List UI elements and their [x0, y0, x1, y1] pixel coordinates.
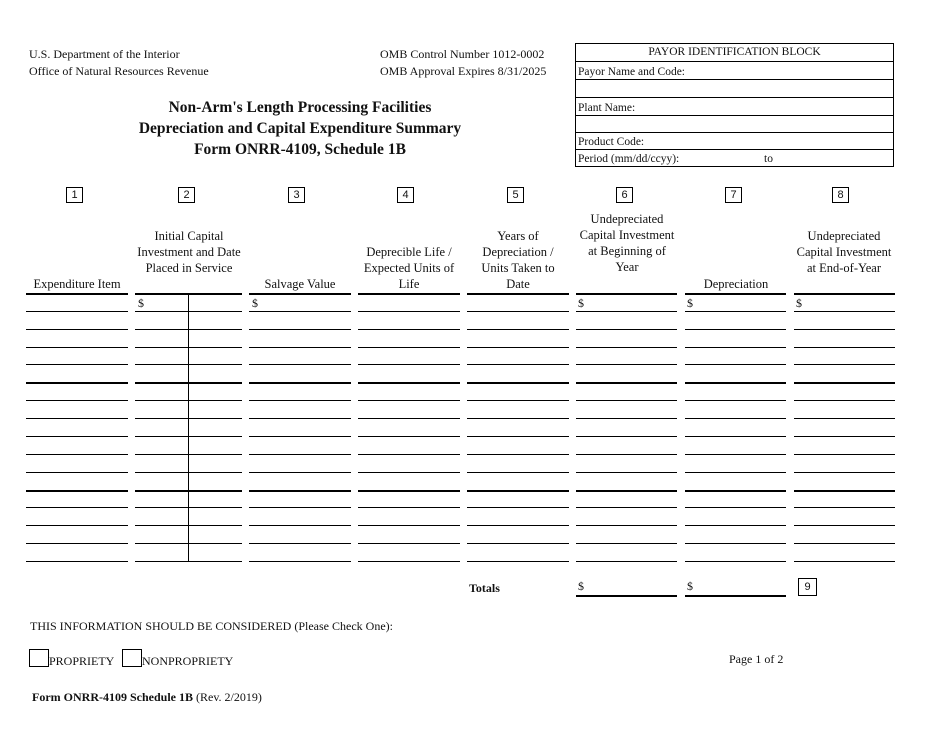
table-row-line[interactable]: [685, 507, 786, 508]
table-row-line[interactable]: [358, 525, 460, 526]
totals-currency-col7: $: [687, 579, 693, 593]
table-row-line[interactable]: [467, 364, 569, 365]
table-row-line[interactable]: [794, 490, 895, 492]
payor-name-label: Payor Name and Code:: [578, 66, 685, 78]
table-row-line[interactable]: [249, 561, 351, 562]
plant-name-field-line2[interactable]: [576, 116, 893, 133]
currency-symbol-col3: $: [252, 296, 258, 310]
column-header-expenditure-item: Expenditure Item: [33, 277, 121, 291]
column-number-3: 3: [288, 187, 305, 203]
table-row-line[interactable]: [249, 525, 351, 526]
table-row-line[interactable]: [249, 364, 351, 365]
table-row-line[interactable]: [576, 436, 677, 437]
table-row-line[interactable]: [794, 472, 895, 473]
omb-approval-date: OMB Approval Expires 8/31/2025: [380, 64, 547, 78]
table-row-line[interactable]: [467, 436, 569, 437]
column-number-6: 6: [616, 187, 633, 203]
footer-form-name: Form ONRR-4109 Schedule 1B: [32, 690, 193, 704]
table-row-line[interactable]: [794, 347, 895, 348]
table-row-line[interactable]: [358, 364, 460, 365]
column-number-1: 1: [66, 187, 83, 203]
table-row-line[interactable]: [26, 382, 128, 384]
table-row-line[interactable]: [685, 472, 786, 473]
column-number-5: 5: [507, 187, 524, 203]
table-row-line[interactable]: [794, 400, 895, 401]
period-field[interactable]: [576, 150, 893, 166]
table-row-line[interactable]: [358, 382, 460, 384]
header-underline: [467, 293, 569, 295]
table-row-line[interactable]: [249, 329, 351, 330]
table-row-line[interactable]: [358, 543, 460, 544]
table-row-line[interactable]: [685, 490, 786, 492]
table-row-line[interactable]: [467, 329, 569, 330]
totals-field-col7[interactable]: [685, 595, 786, 597]
table-row-line[interactable]: [467, 418, 569, 419]
table-row-line[interactable]: [26, 490, 128, 492]
column-header-undepreciated-beginning: Undepreciated Capital Investment at Beginning of Year: [579, 212, 675, 274]
table-row-line[interactable]: [358, 561, 460, 562]
table-row-line[interactable]: [249, 543, 351, 544]
footer-revision: (Rev. 2/2019): [196, 690, 262, 704]
column-header-deprecible-life: Deprecible Life / Expected Units of Life: [363, 245, 455, 291]
table-row-line[interactable]: [467, 507, 569, 508]
table-row-line[interactable]: [467, 525, 569, 526]
table-row-line[interactable]: [576, 454, 677, 455]
table-row-line[interactable]: [576, 418, 677, 419]
table-row-line[interactable]: [467, 347, 569, 348]
table-row-line[interactable]: [685, 454, 786, 455]
column-header-depreciation: Depreciation: [703, 277, 769, 291]
header-underline: [249, 293, 351, 295]
table-row-line[interactable]: [685, 436, 786, 437]
table-row-line[interactable]: [358, 311, 460, 312]
table-row-line[interactable]: [685, 400, 786, 401]
table-row-line[interactable]: [249, 311, 351, 312]
table-row-line[interactable]: [685, 382, 786, 384]
product-code-field[interactable]: [576, 133, 893, 150]
table-row-line[interactable]: [685, 311, 786, 312]
table-row-line[interactable]: [26, 311, 128, 312]
currency-symbol-col6: $: [578, 296, 584, 310]
table-row-line[interactable]: [26, 436, 128, 437]
form-title-line2: Depreciation and Capital Expenditure Summary: [138, 120, 462, 137]
table-row-line[interactable]: [135, 561, 242, 562]
table-row-line[interactable]: [794, 364, 895, 365]
omb-control-number: OMB Control Number 1012-0002: [380, 47, 545, 61]
table-row-line[interactable]: [358, 347, 460, 348]
table-row-line[interactable]: [467, 472, 569, 473]
table-row-line[interactable]: [576, 311, 677, 312]
table-row-line[interactable]: [26, 400, 128, 401]
table-row-line[interactable]: [685, 561, 786, 562]
page-number: Page 1 of 2: [729, 652, 784, 666]
table-row-line[interactable]: [794, 543, 895, 544]
table-row-line[interactable]: [358, 507, 460, 508]
table-row-line[interactable]: [685, 418, 786, 419]
table-row-line[interactable]: [576, 507, 677, 508]
table-row-line[interactable]: [249, 400, 351, 401]
table-row-line[interactable]: [576, 347, 677, 348]
column-header-salvage-value: Salvage Value: [264, 277, 336, 291]
header-underline: [576, 293, 677, 295]
table-row-line[interactable]: [576, 543, 677, 544]
table-row-line[interactable]: [249, 418, 351, 419]
table-row-line[interactable]: [358, 472, 460, 473]
office-name: Office of Natural Resources Revenue: [29, 64, 209, 78]
table-row-line[interactable]: [576, 525, 677, 526]
agency-name: U.S. Department of the Interior: [29, 47, 180, 61]
form-title-line3: Form ONRR-4109, Schedule 1B: [194, 141, 406, 158]
table-row-line[interactable]: [794, 436, 895, 437]
table-row-line[interactable]: [249, 507, 351, 508]
payor-block-heading: PAYOR IDENTIFICATION BLOCK: [576, 44, 893, 62]
table-row-line[interactable]: [26, 561, 128, 562]
column2-divider: [188, 294, 189, 561]
table-row-line[interactable]: [358, 329, 460, 330]
table-row-line[interactable]: [794, 454, 895, 455]
column-number-8: 8: [832, 187, 849, 203]
currency-symbol-col2: $: [138, 296, 144, 310]
table-row-line[interactable]: [794, 329, 895, 330]
table-row-line[interactable]: [467, 543, 569, 544]
table-row-line[interactable]: [467, 382, 569, 384]
column-header-undepreciated-end: Undepreciated Capital Investment at End-of-Year: [796, 229, 892, 275]
table-row-line[interactable]: [685, 543, 786, 544]
table-row-line[interactable]: [26, 454, 128, 455]
table-row-line[interactable]: [249, 490, 351, 492]
form-title-line1: Non-Arm's Length Processing Facilities: [168, 99, 432, 116]
header-underline: [358, 293, 460, 295]
table-row-line[interactable]: [794, 561, 895, 562]
header-underline: [685, 293, 786, 295]
table-row-line[interactable]: [358, 490, 460, 492]
plant-name-label: Plant Name:: [578, 102, 636, 114]
table-row-line[interactable]: [249, 454, 351, 455]
column-number-4: 4: [397, 187, 414, 203]
nonpropriety-label: NONPROPRIETY: [142, 654, 234, 668]
table-row-line[interactable]: [794, 382, 895, 384]
header-underline: [26, 293, 128, 295]
table-row-line[interactable]: [794, 525, 895, 526]
table-row-line[interactable]: [467, 454, 569, 455]
column-number-7: 7: [725, 187, 742, 203]
table-row-line[interactable]: [249, 382, 351, 384]
period-to-label: to: [764, 153, 773, 165]
table-row-line[interactable]: [358, 400, 460, 401]
table-row-line[interactable]: [576, 364, 677, 365]
table-row-line[interactable]: [467, 400, 569, 401]
propriety-label: PROPRIETY: [49, 654, 115, 668]
table-row-line[interactable]: [249, 472, 351, 473]
payor-identification-block: [575, 43, 894, 167]
form-footer: [32, 690, 262, 705]
table-row-line[interactable]: [26, 364, 128, 365]
table-row-line[interactable]: [26, 347, 128, 348]
plant-name-field[interactable]: [576, 98, 893, 116]
table-row-line[interactable]: [26, 543, 128, 544]
table-row-line[interactable]: [249, 436, 351, 437]
totals-currency-col6: $: [578, 579, 584, 593]
table-row-line[interactable]: [26, 329, 128, 330]
column-header-years-of-depreciation: Years of Depreciation / Units Taken to Date: [481, 229, 555, 291]
table-row-line[interactable]: [685, 525, 786, 526]
table-row-line[interactable]: [358, 454, 460, 455]
table-row-line[interactable]: [467, 561, 569, 562]
table-row-line[interactable]: [467, 311, 569, 312]
table-row-line[interactable]: [576, 472, 677, 473]
payor-name-field-line2[interactable]: [576, 80, 893, 98]
table-row-line[interactable]: [26, 507, 128, 508]
column-header-initial-capital-investment: Initial Capital Investment and Date Placed in Service: [137, 229, 241, 275]
table-row-line[interactable]: [26, 525, 128, 526]
table-row-line[interactable]: [467, 490, 569, 492]
product-code-label: Product Code:: [578, 136, 645, 148]
propriety-checkbox[interactable]: [29, 649, 49, 667]
payor-name-field[interactable]: [576, 62, 893, 80]
table-row-line[interactable]: [576, 400, 677, 401]
period-label: Period (mm/dd/ccyy):: [578, 153, 680, 165]
table-row-line[interactable]: [576, 382, 677, 384]
table-row-line[interactable]: [685, 329, 786, 330]
totals-label: Totals: [469, 581, 500, 595]
totals-field-col6[interactable]: [576, 595, 677, 597]
totals-box-number-9: 9: [798, 578, 817, 596]
table-row-line[interactable]: [249, 347, 351, 348]
table-row-line[interactable]: [26, 418, 128, 419]
table-row-line[interactable]: [576, 561, 677, 562]
nonpropriety-checkbox[interactable]: [122, 649, 142, 667]
table-row-line[interactable]: [358, 418, 460, 419]
currency-symbol-col8: $: [796, 296, 802, 310]
currency-symbol-col7: $: [687, 296, 693, 310]
table-row-line[interactable]: [358, 436, 460, 437]
table-row-line[interactable]: [794, 418, 895, 419]
table-row-line[interactable]: [576, 490, 677, 492]
table-row-line[interactable]: [685, 364, 786, 365]
table-row-line[interactable]: [26, 472, 128, 473]
header-underline: [794, 293, 895, 295]
consider-instruction: THIS INFORMATION SHOULD BE CONSIDERED (Please Check One):: [30, 619, 393, 633]
table-row-line[interactable]: [794, 311, 895, 312]
table-row-line[interactable]: [576, 329, 677, 330]
column-number-2: 2: [178, 187, 195, 203]
table-row-line[interactable]: [794, 507, 895, 508]
table-row-line[interactable]: [685, 347, 786, 348]
